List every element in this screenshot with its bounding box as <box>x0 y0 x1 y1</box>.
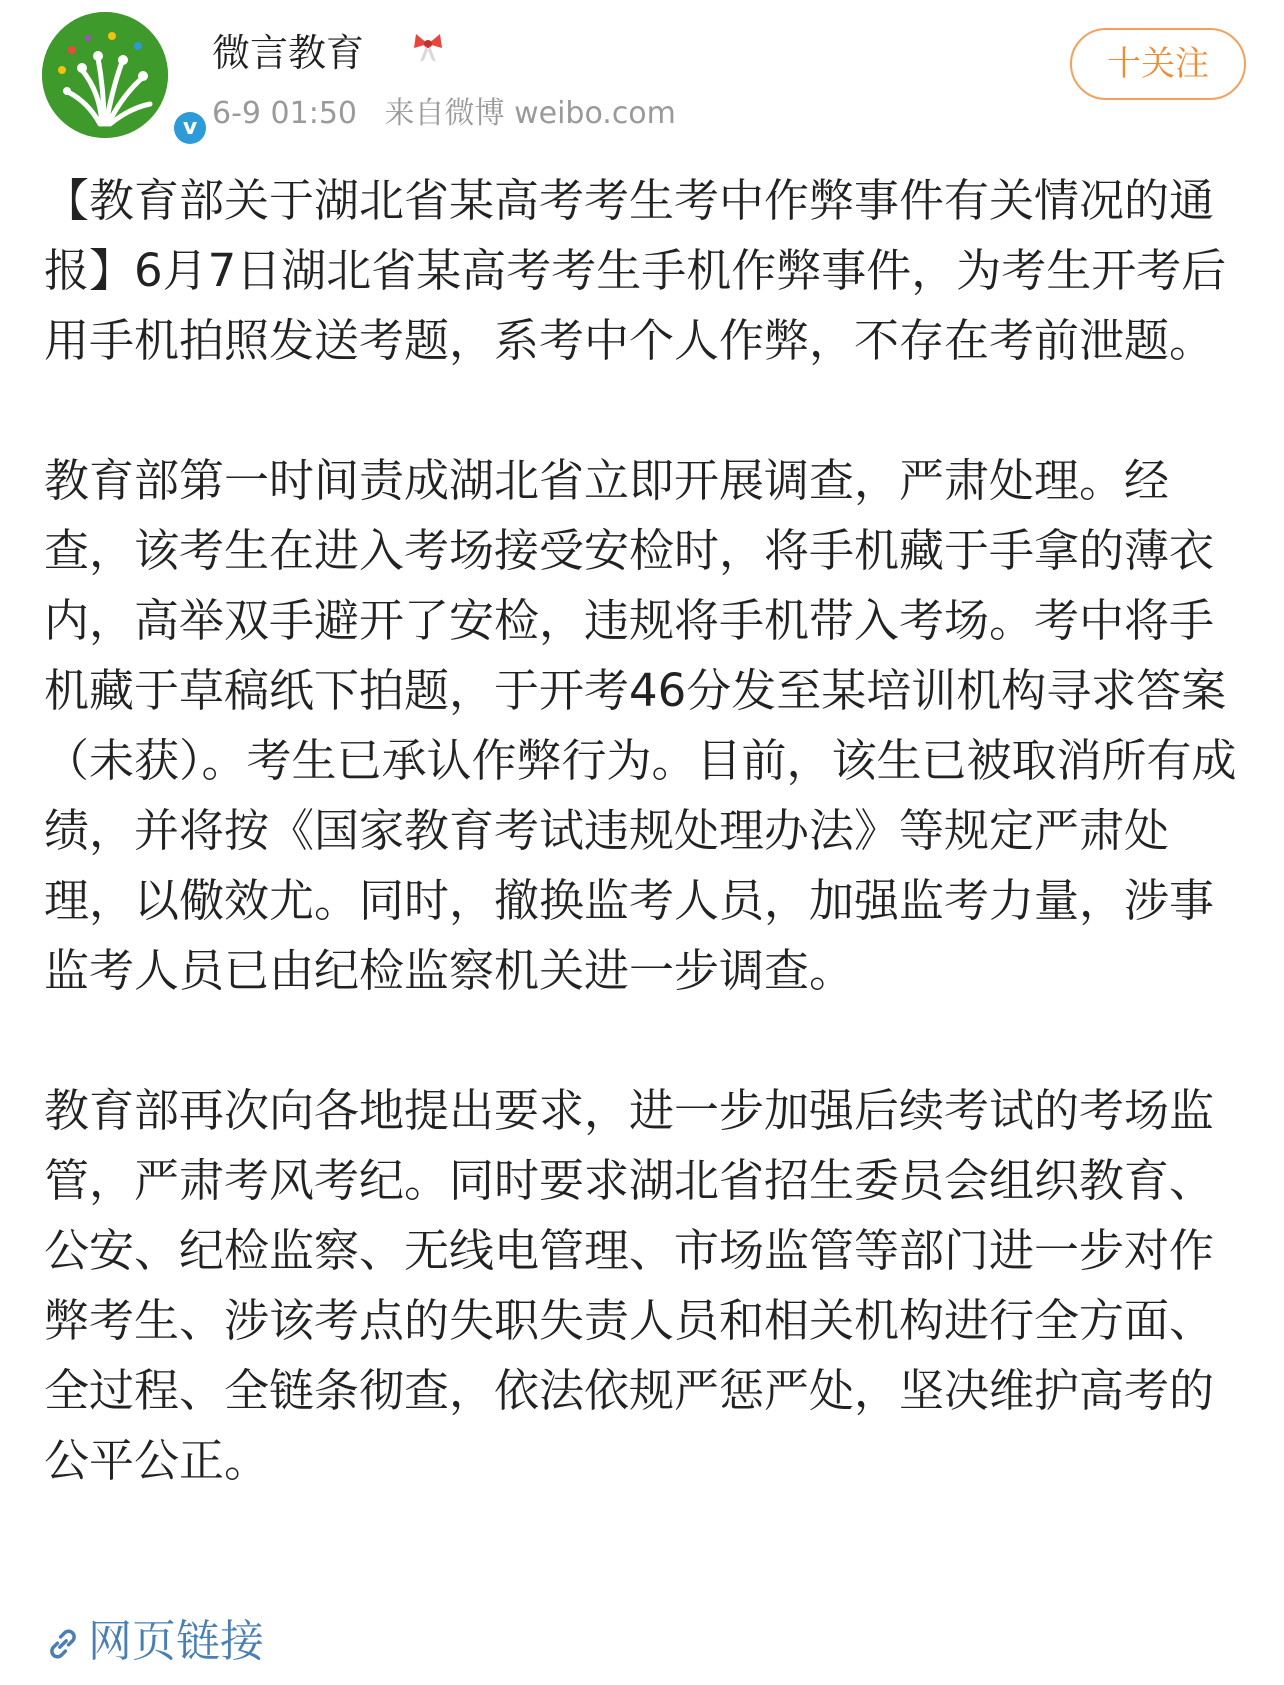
web-link[interactable] <box>44 1612 264 1672</box>
post-body <box>44 166 1254 1496</box>
link-icon <box>44 1625 82 1663</box>
verified-badge-icon: v <box>170 108 210 148</box>
post-timestamp: 6-9 01:50 <box>212 96 357 131</box>
post-meta <box>212 88 694 132</box>
web-link-label: 网页链接 <box>88 1616 264 1667</box>
post-header <box>0 0 1284 150</box>
author-name[interactable]: 微言教育 <box>212 31 365 75</box>
follow-button[interactable]: 十关注 <box>1070 28 1246 100</box>
avatar[interactable] <box>42 12 198 140</box>
post-source: 来自微博 weibo.com <box>384 96 676 131</box>
post-paragraph-2: 教育部第一时间责成湖北省立即开展调查，严肃处理。经查，该考生在进入考场接受安检时，将手机藏于手拿的薄衣内，高举双手避开了安检，违规将手机带入考场。考中将手机藏于草稿纸下拍题，于开考46分发至某培训机构寻求答案（未获）。考生已承认作弊行为。目前，该生已被取消所有成绩，并将按《国家教育考试违规处理办法》等规定严肃处理，以儆效尤。同时，撤换监考人员，加强监考力量，涉事监考人员已由纪检监察机关进一步调查。 <box>44 454 1237 997</box>
post-paragraph-1: 【教育部关于湖北省某高考考生考中作弊事件有关情况的通报】6月7日湖北省某高考考生手机作弊事件，为考生开考后用手机拍照发送考题，系考中个人作弊，不存在考前泄题。 <box>44 174 1227 367</box>
weiyan-logo-icon <box>42 12 168 138</box>
ribbon-badge-icon <box>408 26 448 66</box>
post-paragraph-3: 教育部再次向各地提出要求，进一步加强后续考试的考场监管，严肃考风考纪。同时要求湖北省招生委员会组织教育、公安、纪检监察、无线电管理、市场监管等部门进一步对作弊考生、涉该考点的失职失责人员和相关机构进行全方面、全过程、全链条彻查，依法依规严惩严处，坚决维护高考的公平公正。 <box>44 1084 1215 1487</box>
